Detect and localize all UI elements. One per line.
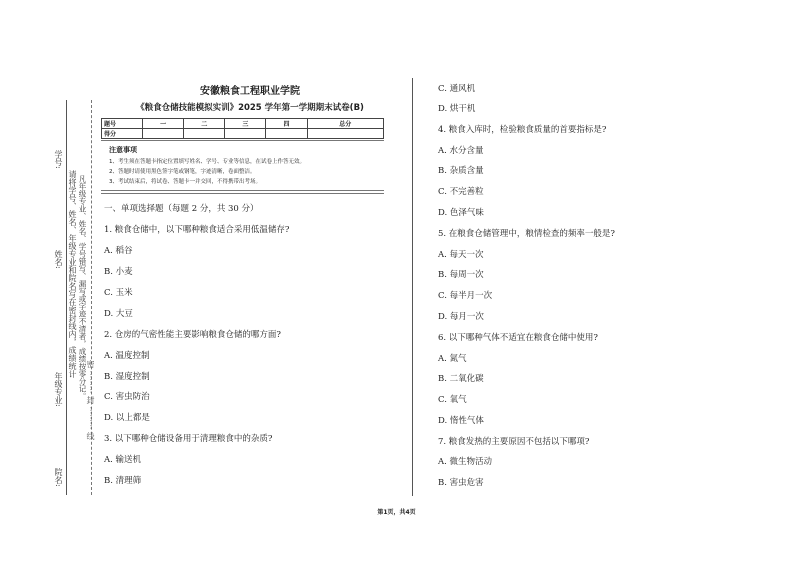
question-option: A. 每天一次 — [438, 250, 484, 260]
question-stem: 1. 粮食仓储中，以下哪种粮食适合采用低温储存? — [104, 225, 290, 235]
question-option: B. 二氧化碳 — [438, 374, 484, 384]
college-label: 院名: — [54, 468, 63, 487]
notice-item: 1、考生须在答题卡指定位置填写姓名、学号、专业等信息，在试卷上作答无效。 — [109, 159, 306, 165]
score-header-cell: 题号 — [102, 119, 143, 129]
question-option: B. 每周一次 — [438, 270, 484, 280]
divider — [101, 193, 384, 194]
score-row-label: 得分 — [102, 129, 143, 139]
question-option: D. 烘干机 — [438, 104, 476, 114]
exam-title: 《粮食仓储技能模拟实训》2025 学年第一学期期末试卷(B) — [136, 103, 364, 113]
score-header-cell: 二 — [184, 119, 225, 129]
binding-line — [66, 100, 67, 495]
score-cell — [143, 129, 184, 139]
question-stem: 7. 粮食发热的主要原因不包括以下哪项? — [438, 437, 590, 447]
section-heading: 一、单项选择题（每题 2 分，共 30 分） — [104, 204, 259, 214]
question-stem: 2. 仓房的气密性能主要影响粮食仓储的哪方面? — [104, 330, 281, 340]
question-option: B. 湿度控制 — [104, 372, 150, 382]
score-header-cell: 三 — [225, 119, 266, 129]
question-stem: 6. 以下哪种气体不适宜在粮食仓储中使用? — [438, 333, 598, 343]
question-option: A. 温度控制 — [104, 351, 150, 361]
question-option: C. 每半月一次 — [438, 291, 493, 301]
question-option: D. 每月一次 — [438, 312, 484, 322]
divider — [101, 190, 384, 191]
name-label: 姓名: — [54, 250, 63, 269]
question-option: D. 大豆 — [104, 309, 133, 319]
question-option: A. 水分含量 — [438, 146, 484, 156]
question-stem: 3. 以下哪种仓储设备用于清理粮食中的杂质? — [104, 434, 273, 444]
question-stem: 4. 粮食入库时，检验粮食质量的首要指标是? — [438, 125, 607, 135]
question-option: C. 害虫防治 — [104, 392, 150, 402]
question-option: C. 玉米 — [104, 288, 133, 298]
score-cell — [225, 129, 266, 139]
question-option: B. 小麦 — [104, 267, 133, 277]
notice-item: 3、考试结束后，将试卷、答题卡一并交回，不得携带出考场。 — [109, 179, 262, 185]
column-divider — [412, 78, 413, 496]
question-option: A. 微生物活动 — [438, 457, 493, 467]
question-option: C. 氧气 — [438, 395, 467, 405]
score-cell — [266, 129, 307, 139]
question-option: B. 清理筛 — [104, 476, 142, 486]
binding-instruction-1: 请将学号、姓名、年级专业和院名写在密封线内，成绩统计 — [68, 170, 77, 378]
question-stem: 5. 在粮食仓储管理中，粮情检查的频率一般是? — [438, 229, 615, 239]
question-option: B. 杂质含量 — [438, 166, 484, 176]
question-option: D. 以上都是 — [104, 413, 150, 423]
school-name: 安徽粮食工程职业学院 — [200, 86, 300, 97]
seal-line-label: 密 ········· 封 ········· 线 — [86, 360, 95, 440]
binding-instruction-2: 凡年级专业、姓名、学号错写、漏写或字迹不清者，成绩按零分记。 — [78, 175, 87, 400]
page-number: 第1页，共4页 — [377, 509, 416, 516]
notice-title: 注意事项 — [109, 146, 137, 154]
notice-item: 2、答题时请使用黑色签字笔或钢笔，字迹清晰，卷面整洁。 — [109, 169, 256, 175]
score-header-cell: 四 — [266, 119, 307, 129]
class-label: 年级专业: — [54, 372, 63, 407]
score-cell — [184, 129, 225, 139]
score-header-cell: 一 — [143, 119, 184, 129]
question-option: A. 氮气 — [438, 354, 467, 364]
question-option: C. 通风机 — [438, 84, 476, 94]
question-option: B. 害虫危害 — [438, 478, 484, 488]
question-option: A. 稻谷 — [104, 246, 133, 256]
divider — [101, 140, 384, 141]
question-option: D. 惰性气体 — [438, 416, 484, 426]
score-table — [101, 118, 384, 139]
score-cell — [307, 129, 383, 139]
question-option: A. 输送机 — [104, 455, 142, 465]
student-id-label: 学号: — [54, 150, 63, 169]
question-option: C. 不完善粒 — [438, 187, 484, 197]
score-header-cell: 总分 — [307, 119, 383, 129]
question-option: D. 色泽气味 — [438, 208, 484, 218]
